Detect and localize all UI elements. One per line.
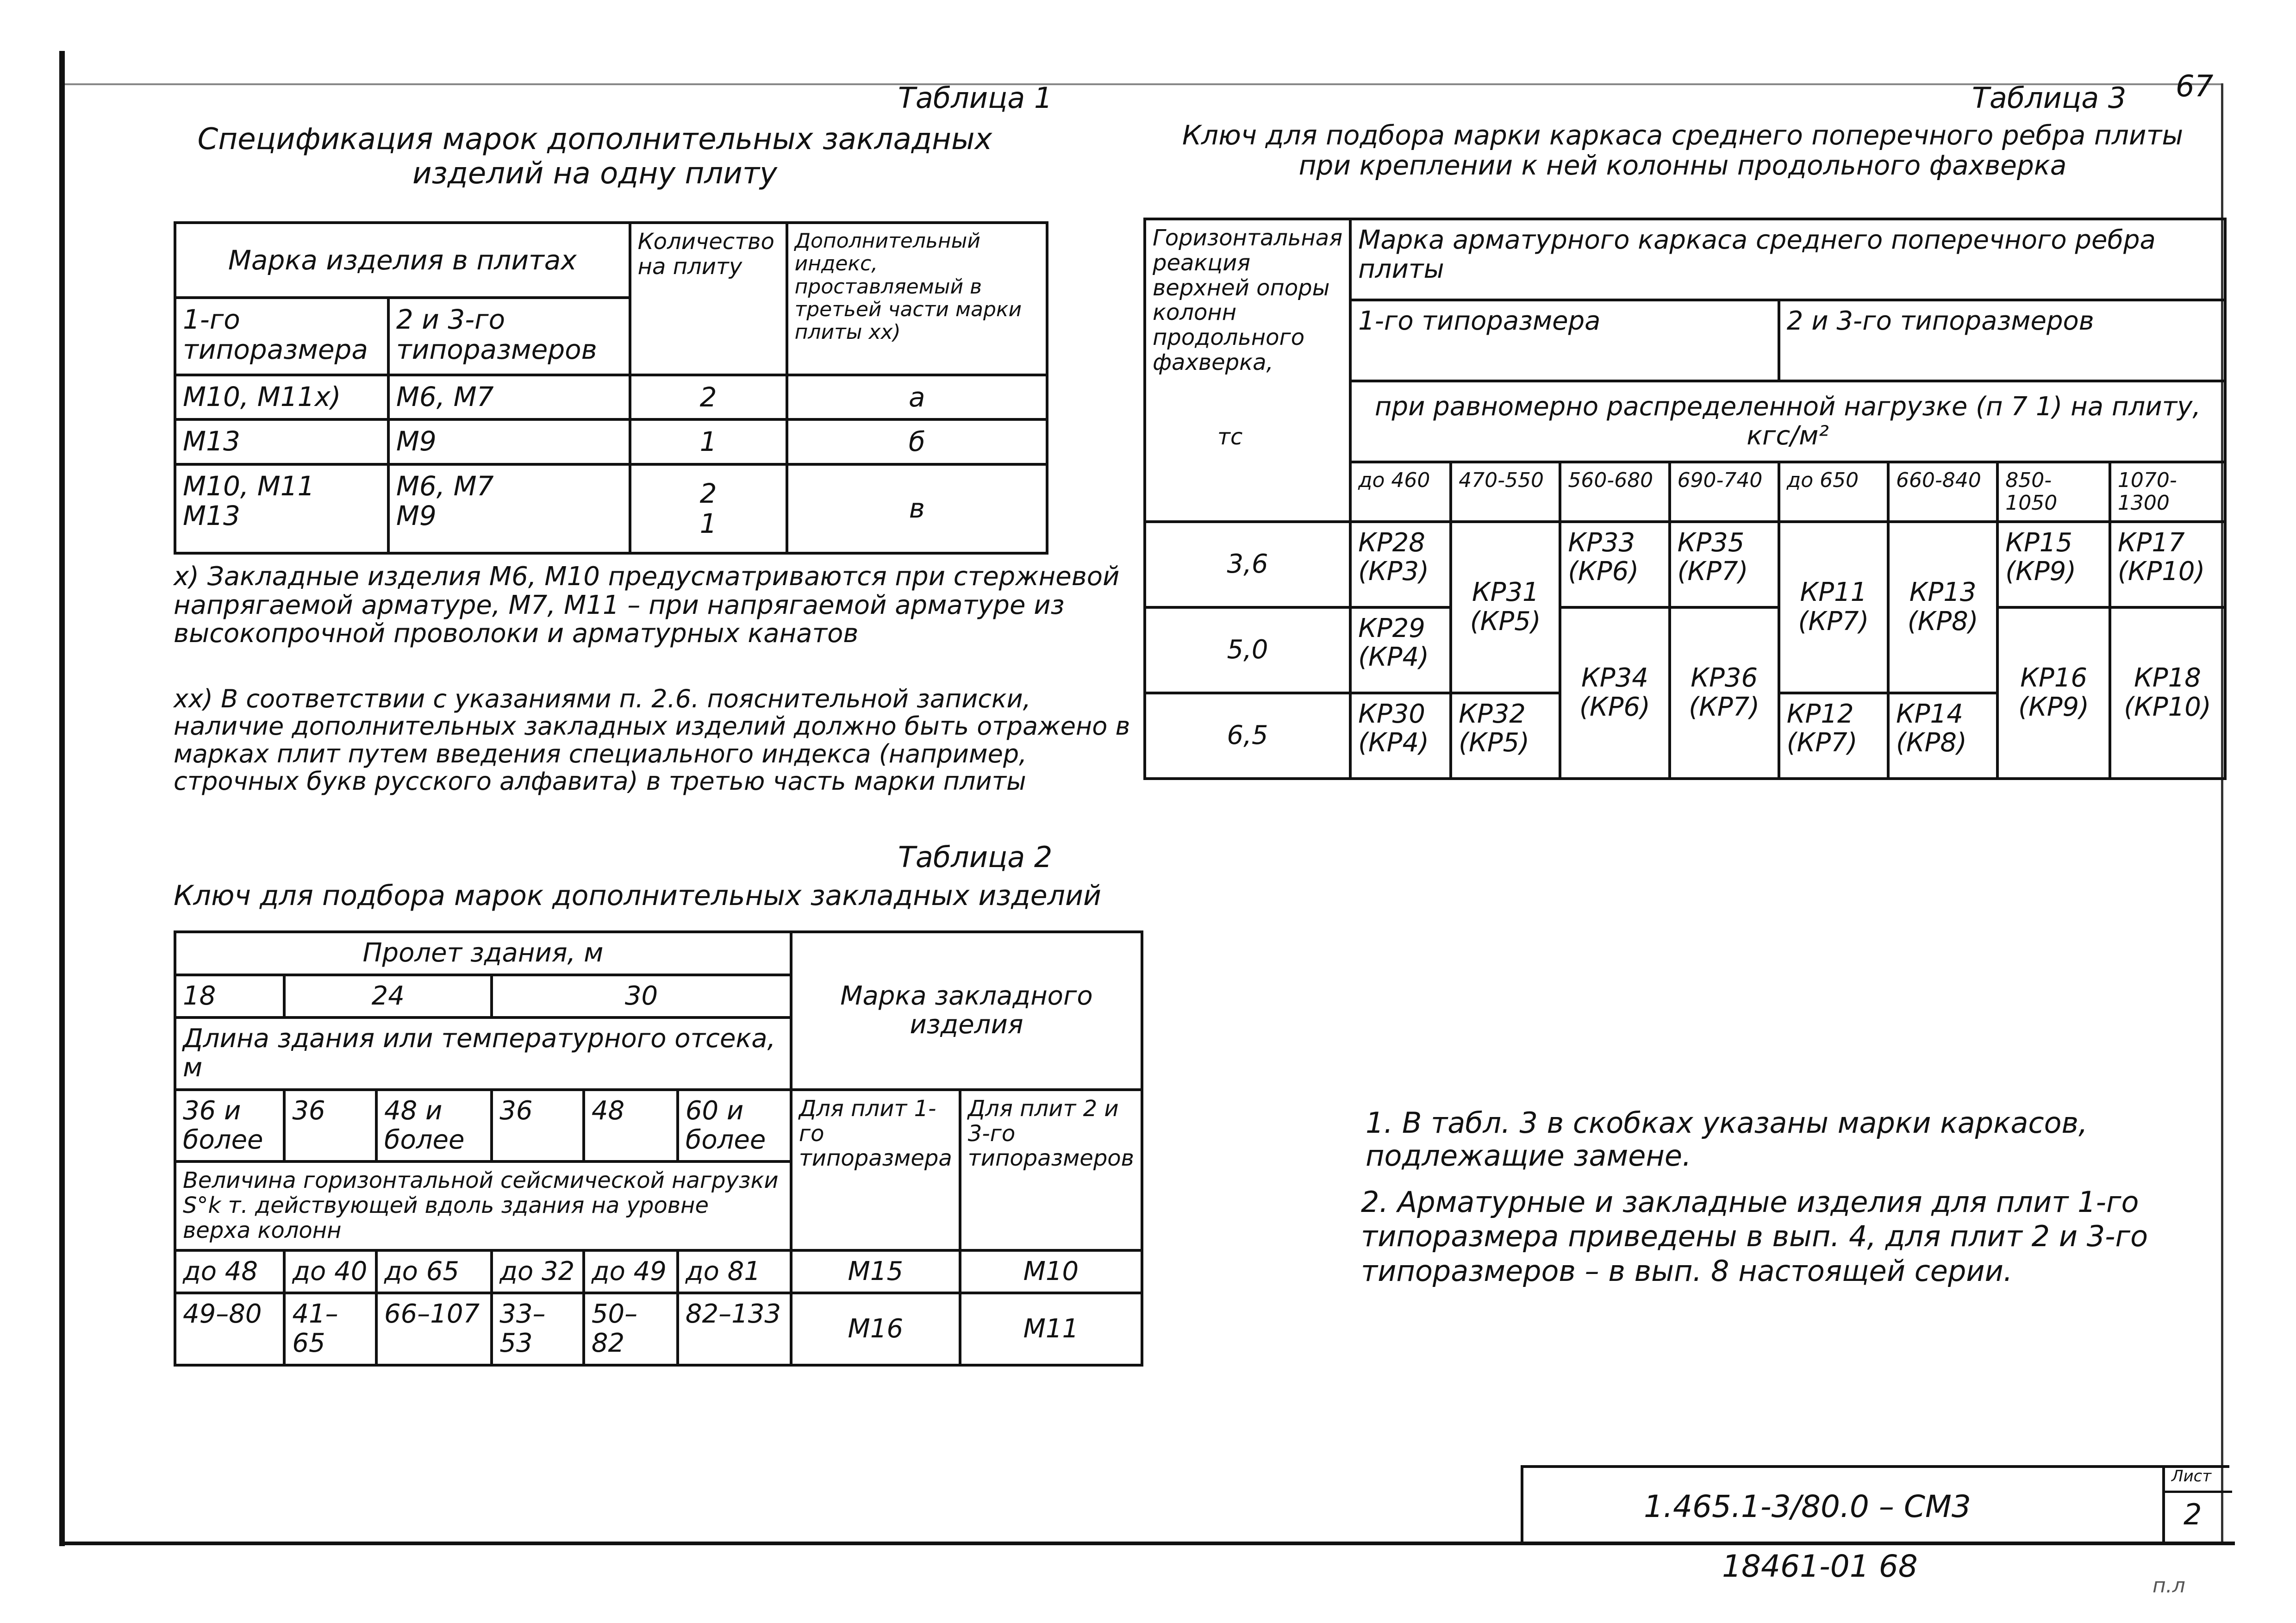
table-cell: КР18 (КР10) [2110, 607, 2225, 779]
table-cell: до 32 [492, 1250, 584, 1293]
note-2: 2. Арматурные и закладные изделия для плит 1-го типоразмера приведены в вып. 4, для плит 2 и 3-го типоразмеров – в вып. 8 настоящей серии. [1361, 1185, 2148, 1288]
table-cell: 2 1 [630, 464, 787, 553]
table3-load-col: до 650 [1779, 462, 1888, 522]
table1-head-mark: Марка изделия в плитах [175, 223, 630, 298]
table2-span-18: 18 [175, 975, 284, 1018]
table-cell: б [787, 419, 1047, 464]
table2-length-2: 48 и более [376, 1090, 492, 1161]
table3-head-reaction-text: Горизонтальная реакция верхней опоры колонн продольного фахверка, [1153, 225, 1343, 375]
table3-load-col: 660-840 [1888, 462, 1997, 522]
frame-left-border [59, 51, 65, 1546]
table-cell: 50–82 [584, 1293, 678, 1365]
table-cell: КР29 (КР4) [1350, 607, 1451, 693]
table1-head-type23: 2 и 3-го типоразмеров [388, 298, 630, 375]
drawing-code: 1.465.1-3/80.0 – СМ3 [1644, 1489, 1971, 1524]
table-cell: КР32 (КР5) [1451, 693, 1560, 779]
page-number: 67 [2176, 69, 2214, 104]
table3 [1143, 218, 2227, 780]
table3-title: Ключ для подбора марки каркаса среднего поперечного ребра плиты при креплении к ней колонны продольного фахверка [1182, 119, 2184, 181]
table-cell: 2 [630, 375, 787, 419]
archive-number: 18461-01 68 [1722, 1548, 1918, 1584]
sheet-number: 2 [2184, 1498, 2202, 1531]
table1-head-index: Дополнительный индекс, проставляемый в третьей части марки плиты xx) [787, 223, 1047, 375]
note-1: 1. В табл. 3 в скобках указаны марки каркасов, подлежащие замене. [1366, 1106, 2088, 1173]
table-cell: КР31 (КР5) [1451, 522, 1560, 693]
table1-label: Таблица 1 [898, 81, 1053, 115]
table-cell: КР35 (КР7) [1670, 522, 1779, 607]
table3-head-load: при равномерно распределенной нагрузке (п 7 1) на плиту, кгс/м² [1350, 381, 2225, 462]
table-cell: 33–53 [492, 1293, 584, 1365]
table2-mark-type1: Для плит 1-го типоразмера [791, 1090, 960, 1250]
table-cell: КР28 (КР3) [1350, 522, 1451, 607]
table-cell: КР30 (КР4) [1350, 693, 1451, 779]
table-cell: до 65 [376, 1250, 492, 1293]
table3-load-col: 850-1050 [1997, 462, 2110, 522]
table-cell: М10, М11 М13 [175, 464, 388, 553]
table2-load-header: Величина горизонтальной сейсмической нагрузки S°k т. действующей вдоль здания на уровне верха колонн [175, 1161, 791, 1250]
table-cell: КР15 (КР9) [1997, 522, 2110, 607]
table2-span-30: 30 [492, 975, 791, 1018]
table2-length-5: 60 и более [678, 1090, 791, 1161]
table2-length-header: Длина здания или температурного отсека, м [175, 1017, 791, 1089]
table-cell: М10, М11x) [175, 375, 388, 419]
table1-head-qty: Количество на плиту [630, 223, 787, 375]
table3-label: Таблица 3 [1972, 81, 2127, 115]
table-cell: КР34 (КР6) [1560, 607, 1669, 779]
table2 [174, 930, 1143, 1367]
table3-head-type1: 1-го типоразмера [1350, 300, 1779, 381]
table-cell: М10 [960, 1250, 1142, 1293]
table3-head-type23: 2 и 3-го типоразмеров [1779, 300, 2225, 381]
sheet-divider [2165, 1491, 2232, 1493]
table1-head-type1: 1-го типоразмера [175, 298, 388, 375]
table-cell: КР12 (КР7) [1779, 693, 1888, 779]
table-cell: М6, М7 [388, 375, 630, 419]
table3-head-mark: Марка арматурного каркаса среднего поперечного ребра плиты [1350, 219, 2225, 300]
table-cell: 1 [630, 419, 787, 464]
table-cell: до 48 [175, 1250, 284, 1293]
table1-note-x: x) Закладные изделия М6, М10 предусматриваются при стержневой напрягаемой арматуре, М7, М11 – при напрягаемой арматуре из высокопрочной проволоки и арматурных канатов [174, 562, 1120, 649]
table-cell: М15 [791, 1250, 960, 1293]
table2-label: Таблица 2 [898, 840, 1053, 874]
table-cell: КР13 (КР8) [1888, 522, 1997, 693]
title-block [1521, 1465, 2229, 1544]
table-cell: до 81 [678, 1250, 791, 1293]
table3-reaction: 5,0 [1145, 607, 1350, 693]
frame-top-border [65, 83, 2222, 85]
table1-note-xx: xx) В соответствии с указаниями п. 2.6. пояснительной записки, наличие дополнительных закладных изделий должно быть отражено в марках плит путем введения специального индекса (например, строчных букв русского алфавита) в третью часть марки плиты [174, 684, 1130, 796]
table2-length-1: 36 [284, 1090, 376, 1161]
table-cell: М11 [960, 1293, 1142, 1365]
table-cell: 66–107 [376, 1293, 492, 1365]
table-cell: в [787, 464, 1047, 553]
table-cell: КР17 (КР10) [2110, 522, 2225, 607]
table3-load-col: до 460 [1350, 462, 1451, 522]
table-cell: КР14 (КР8) [1888, 693, 1997, 779]
table3-load-col: 560-680 [1560, 462, 1669, 522]
table3-load-col: 1070-1300 [2110, 462, 2225, 522]
table2-mark-header: Марка закладного изделия [791, 932, 1142, 1090]
table2-mark-type23: Для плит 2 и 3-го типоразмеров [960, 1090, 1142, 1250]
table3-head-reaction-unit: тс [1217, 424, 1243, 450]
table2-length-0: 36 и более [175, 1090, 284, 1161]
table1 [174, 221, 1048, 555]
table-cell: КР11 (КР7) [1779, 522, 1888, 693]
table2-span-24: 24 [284, 975, 492, 1018]
table-cell: М13 [175, 419, 388, 464]
table2-length-3: 36 [492, 1090, 584, 1161]
table2-length-4: 48 [584, 1090, 678, 1161]
table1-title: Спецификация марок дополнительных закладных изделий на одну плиту [197, 122, 992, 191]
table-cell: КР36 (КР7) [1670, 607, 1779, 779]
sheet-label: Лист [2171, 1467, 2212, 1486]
table-cell: М16 [791, 1293, 960, 1365]
table-cell: 41–65 [284, 1293, 376, 1365]
table-cell: М6, М7 М9 [388, 464, 630, 553]
table3-reaction: 3,6 [1145, 522, 1350, 607]
table3-load-col: 690-740 [1670, 462, 1779, 522]
table-cell: 82–133 [678, 1293, 791, 1365]
table-cell: а [787, 375, 1047, 419]
table-cell: М9 [388, 419, 630, 464]
table-cell: 49–80 [175, 1293, 284, 1365]
table-cell: КР16 (КР9) [1997, 607, 2110, 779]
table-cell: КР33 (КР6) [1560, 522, 1669, 607]
table2-title: Ключ для подбора марок дополнительных закладных изделий [174, 880, 1101, 912]
table3-head-reaction [1145, 219, 1350, 522]
table-cell: до 40 [284, 1250, 376, 1293]
sheet-box [2162, 1465, 2232, 1544]
margin-mark: п.л [2152, 1574, 2185, 1598]
table-cell: до 49 [584, 1250, 678, 1293]
table3-reaction: 6,5 [1145, 693, 1350, 779]
table2-span-header: Пролет здания, м [175, 932, 791, 975]
table3-load-col: 470-550 [1451, 462, 1560, 522]
